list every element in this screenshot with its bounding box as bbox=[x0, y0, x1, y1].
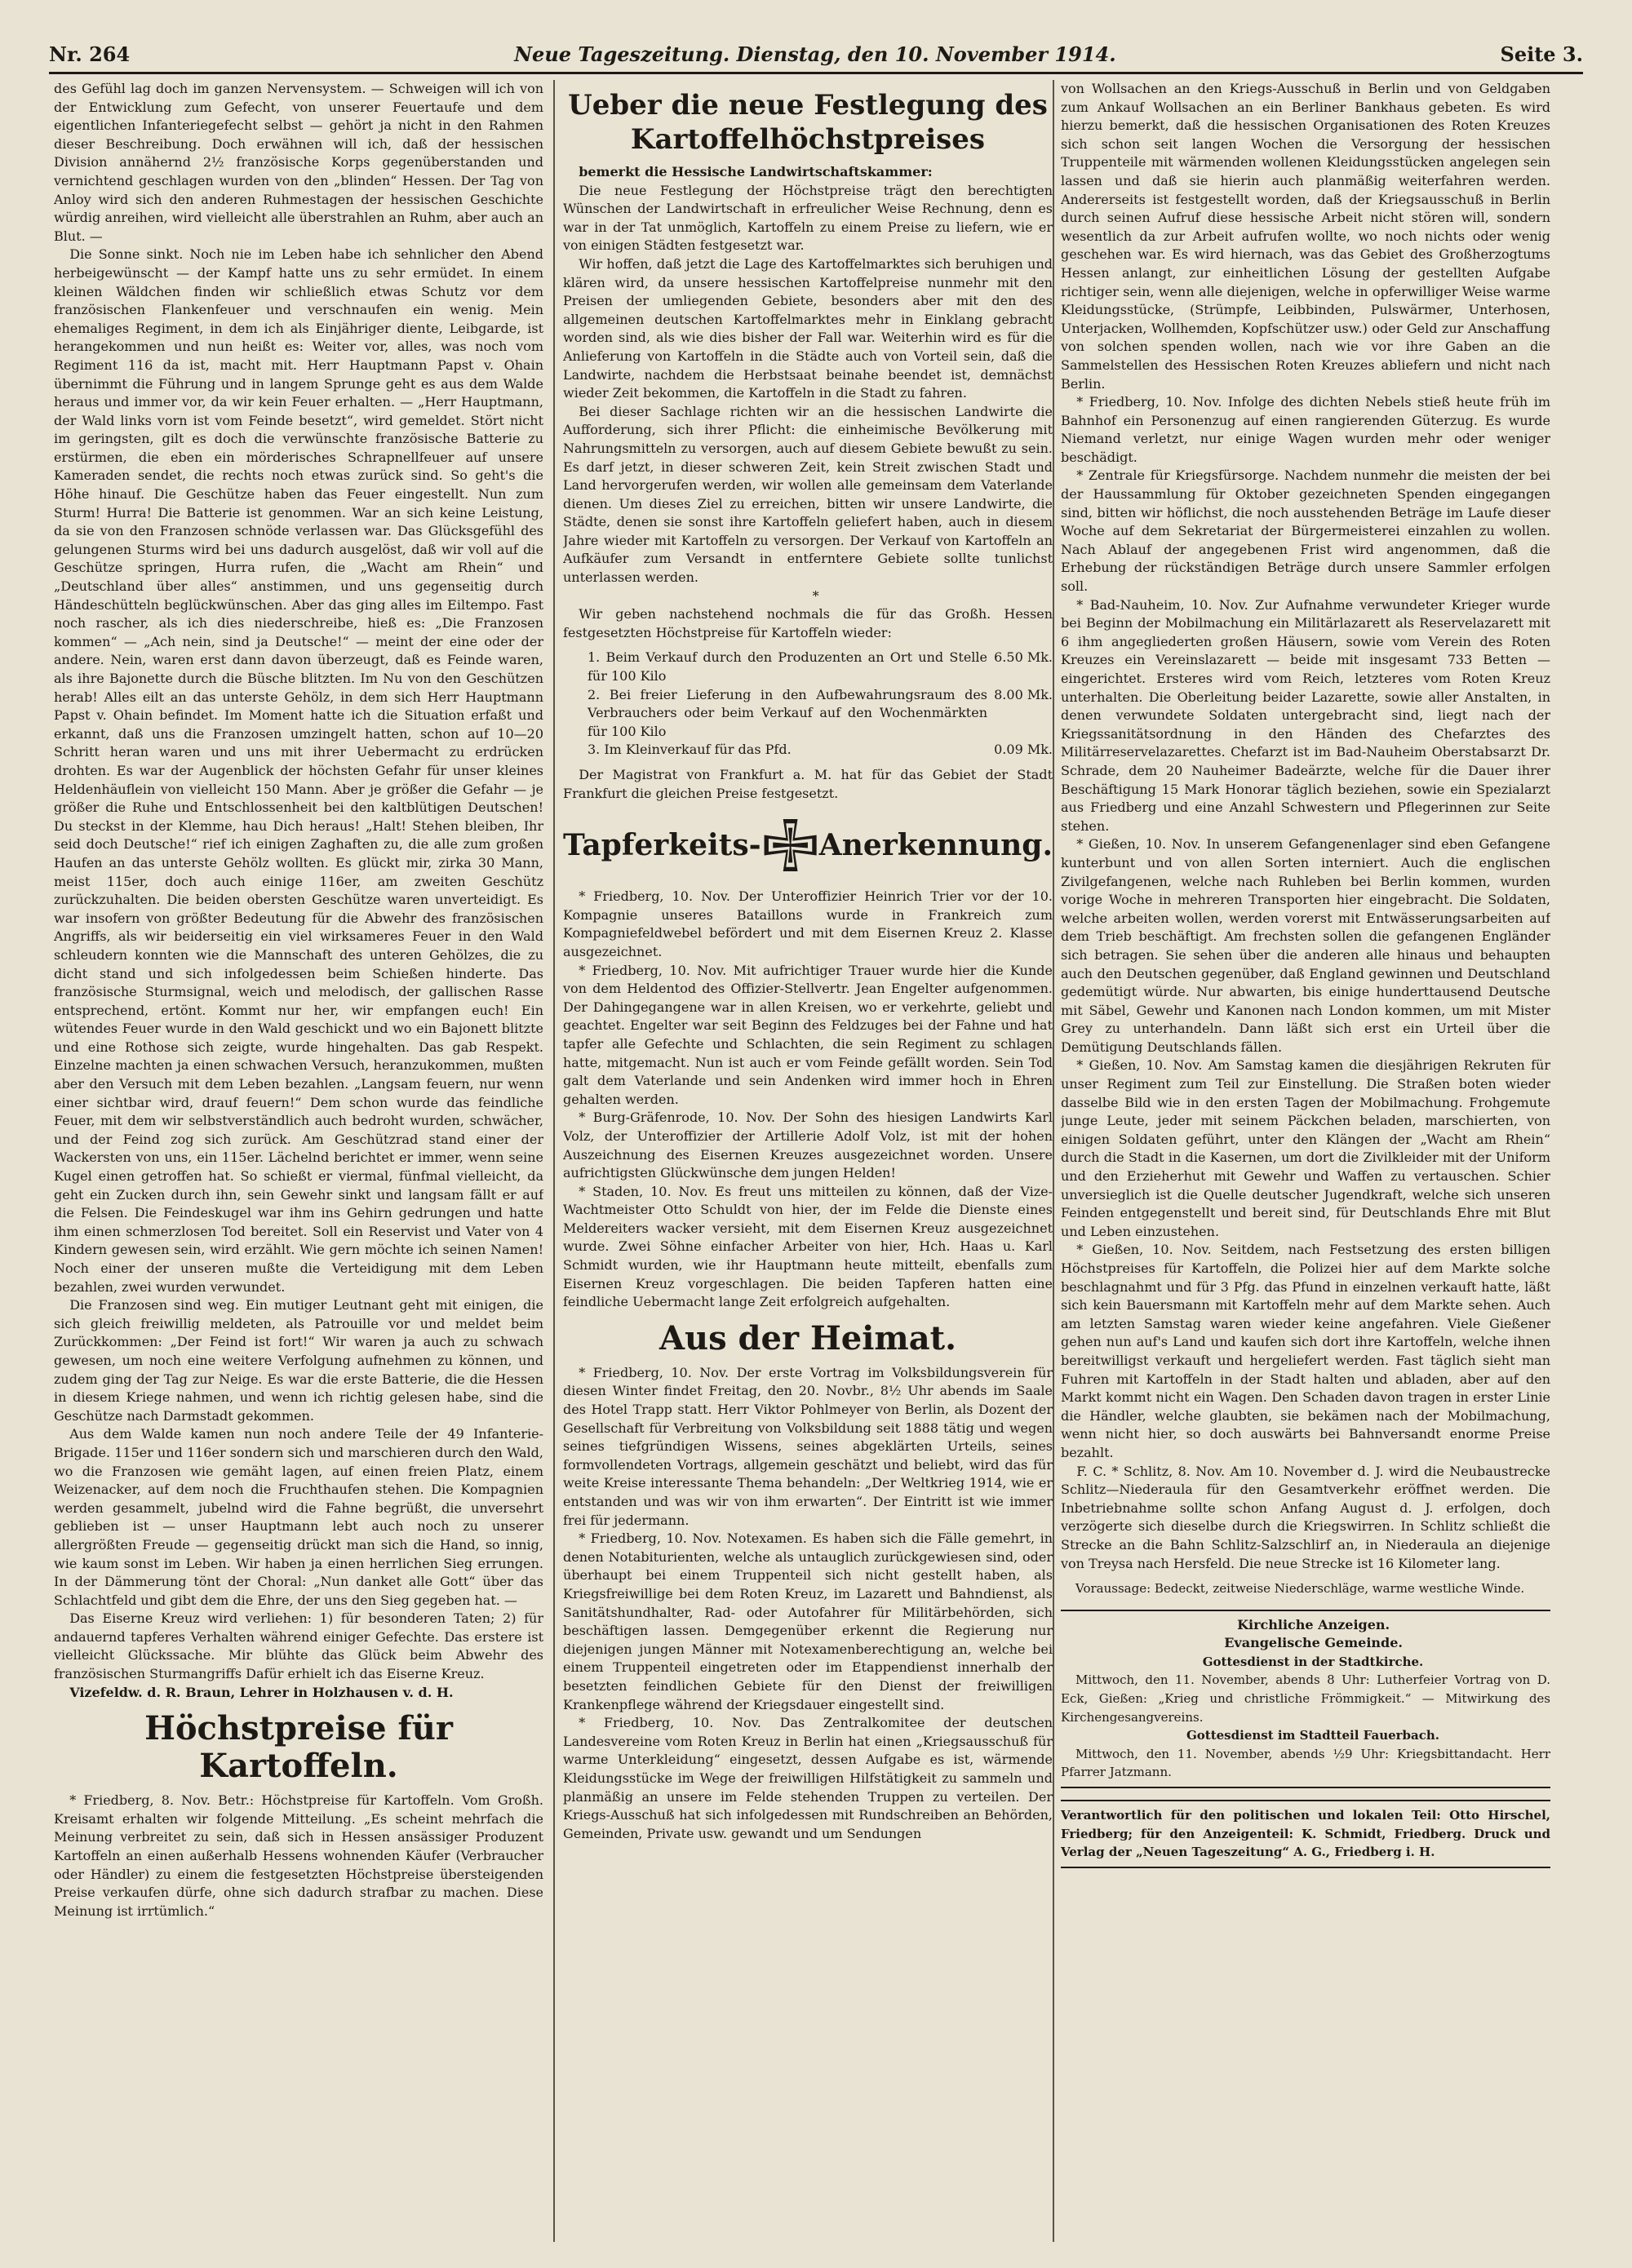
price-value: 0.09 Mk. bbox=[994, 742, 1053, 758]
article-paragraph: * Friedberg, 10. Nov. Mit aufrichtiger Trauer wurde hier die Kunde von dem Heldentod des Offizier-Stellvertr. Jean Engelter aufgenommen. Der Dahingegangene war in allen Kreisen, wo er verkehrte, geliebt und geachtet. Engelter war seit Beginn des Feldzuges bei der Fahne und hat tapfer alle Gefechte und Schlachten, die sein Regiment zu schlagen hatte, mitgemacht. Nun ist auch er vom Feinde gefällt worden. Sein Tod galt dem Vaterlande und sein Andenken wird immer hoch in Ehren gehalten werden. bbox=[563, 962, 1053, 1107]
service-title: Gottesdienst in der Stadtkirche. bbox=[1202, 1654, 1424, 1669]
article-paragraph: Die Franzosen sind weg. Ein mutiger Leutnant geht mit einigen, die sich gleich freiwillig meldeten, als Patrouille vor und meldet beim Zurückkommen: „Der Feind ist fort!“ Wir waren ja auch zu schwach gewesen, um noch eine weitere Verfolgung aufnehmen zu können, und zudem ging der Tag zur Neige. Es war die erste Batterie, die die Hessen in diesem Kriege nahmen, und wenn ich richtig gelesen habe, sind die Geschütze nach Darmstadt gekommen. bbox=[54, 1297, 543, 1424]
article-paragraph: Aus dem Walde kamen nun noch andere Teile der 49 Infanterie-Brigade. 115er und 116er sondern sich und marschieren durch den Wald, wo die Franzosen wie gemäht lagen, auf einen freien Platz, einem Weizenacker, auf dem noch die Fruchthaufen stehen. Die Kompagnien werden gesammelt, jubelnd wird die Fahne begrüßt, die unversehrt geblieben ist — unser Hauptmann lebt auch noch zu unserer allergrößten Freude — gegenseitig drückt man sich die Hand, so innig, wie kaum sonst im Leben. Wir haben ja einen herrlichen Sieg errungen. In der Dämmerung tönt der Choral: „Nun danket alle Gott“ über das Schlachtfeld und gibt dem die Ehre, der uns den Sieg gegeben hat. — bbox=[54, 1426, 543, 1608]
price-row bbox=[588, 741, 1053, 760]
price-notice: Wir geben nachstehend nochmals die für das Großh. Hessen festgesetzten Höchstpreise für Kartoffeln wieder: bbox=[563, 606, 1053, 640]
price-value: 8.00 Mk. bbox=[994, 686, 1053, 702]
column-2 bbox=[563, 80, 1053, 2242]
church-notices bbox=[1061, 1610, 1550, 1788]
column-3 bbox=[1061, 80, 1550, 2242]
headline-potato-prices: Höchstpreise für Kartoffeln. bbox=[144, 1709, 453, 1786]
bravery-headline-right: Anerkennung. bbox=[818, 827, 1053, 862]
service-text: Mittwoch, den 11. November, abends ½9 Uhr: Kriegsbittandacht. Herr Pfarrer Jatzmann. bbox=[1061, 1746, 1550, 1780]
church-subtitle: Evangelische Gemeinde. bbox=[1224, 1635, 1403, 1651]
article-paragraph: des Gefühl lag doch im ganzen Nervensystem. — Schweigen will ich von der Entwicklung zum Gefecht, von unserer Feuertaufe und dem eigentlichen Infanteriegefecht selbst — gehört ja nicht in den Rahmen dieser Beschreibung. Doch erwähnen will ich, daß der hessischen Division annähernd 2½ französische Korps gegenüberstanden und vernichtend geschlagen wurden von den „blinden“ Hessen. Der Tag von Anloy wird sich den anderen Ruhmestagen der hessischen Geschichte würdig anreihen, wird vielleicht alle überstrahlen an Ruhm, aber auch an Blut. — bbox=[54, 81, 543, 244]
article-paragraph: * Friedberg, 10. Nov. Das Zentralkomitee der deutschen Landesvereine vom Roten Kreuz in Berlin hat einen „Kriegsausschuß für warme Unterkleidung“ eingesetzt, dessen Aufgabe es ist, wärmende Kleidungsstücke im Wege der freiwilligen Hilfstätigkeit zu sammeln und planmäßig an unsere im Felde stehenden Truppen zu verteilen. Der Kriegs-Ausschuß hat sich infolgedessen mit Rundschreiben an Behörden, Gemeinden, Private usw. gewandt und um Sendungen bbox=[563, 1715, 1053, 1841]
price-label: 2. Bei freier Lieferung in den Aufbewahrungsraum des Verbrauchers oder beim Verkauf auf den Wochenmärkten für 100 Kilo bbox=[588, 686, 987, 739]
header-rule bbox=[49, 72, 1583, 74]
headline-home-news: Aus der Heimat. bbox=[659, 1318, 957, 1358]
imprint-box bbox=[1061, 1800, 1550, 1868]
iron-cross-icon bbox=[761, 813, 819, 878]
column-rule bbox=[1053, 80, 1054, 2242]
page-number: Seite 3. bbox=[1500, 42, 1583, 66]
column-rule bbox=[553, 80, 555, 2242]
article-paragraph: Das Eiserne Kreuz wird verliehen: 1) für besonderen Taten; 2) für andauernd tapferes Verhalten während einiger Gefechte. Das erstere ist vielleicht Glückssache. Mir blühte das Glück beim Abwehr des französischen Sturmangriffs Dafür erhielt ich das Eiserne Kreuz. bbox=[54, 1610, 543, 1682]
price-row bbox=[588, 649, 1053, 685]
price-list bbox=[588, 649, 1053, 760]
bravery-headline-left: Tapferkeits- bbox=[563, 827, 761, 862]
price-label: 1. Beim Verkauf durch den Produzenten an Ort und Stelle für 100 Kilo bbox=[588, 649, 987, 684]
article-paragraph: von Wollsachen an den Kriegs-Ausschuß in Berlin und von Geldgaben zum Ankauf Wollsachen an ein Berliner Bankhaus gebeten. Es wird hierzu bemerkt, daß die hessischen Organisationen des Roten Kreuzes sich schon seit langen Wochen die Versorgung der hessischen Truppenteile mit wärmenden wollenen Kleidungsstücken angelegen sein lassen und daß sie hierin auch planmäßig weiterfahren werden. Andererseits ist festgestellt worden, daß der Kriegsausschuß in Berlin durch seinen Aufruf diese hessische Arbeit nicht stören will, sondern wesentlich da zur Arbeit aufrufen wollte, wo noch nichts oder wenig geschehen war. Es wird hiernach, was das Gebiet des Großherzogtums Hessen anlangt, zur einheitlichen Lösung der gestellten Aufgabe richtiger sein, wenn alle diejenigen, welche in opferwilliger Weise warme Kleidungsstücke, (Strümpfe, Leibbinden, Pulswärmer, Unterhosen, Unterjacken, Wollhemden, Kopfschützer usw.) oder Geld zur Anschaffung von solchen spenden wollen, nach wie vor ihre Gaben an die Sammelstellen des Hessischen Roten Kreuzes abliefern und nicht nach Berlin. bbox=[1061, 81, 1550, 392]
article-paragraph: * Gießen, 10. Nov. Am Samstag kamen die diesjährigen Rekruten für unser Regiment zum Teil zur Einstellung. Die Straßen boten wieder dasselbe Bild wie in den ersten Tagen der Mobilmachung. Frohgemute junge Leute, jeder mit seinem Päckchen beladen, marschierten, von einigen Soldaten geführt, unter den Klängen der „Wacht am Rhein“ durch die Stadt in die Kasernen, um dort die Zivilkleider mit der Uniform und den Erzieherhut mit Gewehr und Waffen zu vertauschen. Schier unversieglich ist die Quelle deutscher Jugendkraft, welche sich unseren Feinden entgegenstellt und bereit sind, für Deutschlands Ehre mit Blut und Leben einzustehen. bbox=[1061, 1057, 1550, 1239]
church-title: Kirchliche Anzeigen. bbox=[1237, 1616, 1390, 1632]
price-row bbox=[588, 686, 1053, 742]
price-value: 6.50 Mk. bbox=[994, 649, 1053, 666]
article-paragraph: F. C. * Schlitz, 8. Nov. Am 10. November d. J. wird die Neubaustrecke Schlitz—Niederaula für den Gesamtverkehr eröffnet werden. Die Inbetriebnahme sollte schon Anfang August d. J. erfolgen, doch verzögerte sich dieselbe durch die Kriegswirren. In Schlitz schließt die Strecke an die Bahn Schlitz-Salzschlirf an, in Niederaula an diejenige von Treysa nach Hersfeld. Die neue Strecke ist 16 Kilometer lang. bbox=[1061, 1463, 1550, 1571]
article-paragraph: * Burg-Gräfenrode, 10. Nov. Der Sohn des hiesigen Landwirts Karl Volz, der Unteroffizier der Artillerie Adolf Volz, ist mit der hohen Auszeichnung des Eisernen Kreuzes ausgezeichnet worden. Unsere aufrichtigsten Glückwünsche dem jungen Helden! bbox=[563, 1110, 1053, 1181]
imprint-text: Verantwortlich für den politischen und lokalen Teil: Otto Hirschel, Friedberg; für den Anzeigenteil: K. Schmidt, Friedberg. Druck und Verlag der „Neuen Tageszeitung“ A. G., Friedberg i. H. bbox=[1061, 1808, 1550, 1860]
article-paragraph: * Friedberg, 10. Nov. Der erste Vortrag im Volksbildungsverein für diesen Winter findet Freitag, den 20. Novbr., 8½ Uhr abends im Saale des Hotel Trapp statt. Herr Viktor Pohlmeyer von Berlin, als Dozent der Gesellschaft für Verbreitung von Volksbildung seit 1888 tätig und wegen seines tiefgründigen Wissens, seines abgeklärten Urteils, seines formvollendeten Vortrags, allgemein geschätzt und beliebt, wird das für weite Kreise interessante Thema behandeln: „Der Weltkrieg 1914, wie er entstanden und was wir von ihm erwarten“. Der Eintritt ist wie immer frei für jedermann. bbox=[563, 1364, 1053, 1528]
service-title: Gottesdienst im Stadtteil Fauerbach. bbox=[1186, 1728, 1440, 1743]
article-paragraph: * Gießen, 10. Nov. In unserem Gefangenenlager sind eben Gefangene kunterbunt und von allen Sorten interniert. Auch die englischen Zivilgefangenen, welche nach Ruhleben bei Berlin kommen, wurden vorige Woche in mehreren Transporten hier eingebracht. Die Soldaten, welche arbeiten wollen, werden vorerst mit Entwässerungsarbeiten auf dem Trieb beschäftigt. Am frechsten sollen die gefangenen Engländer sich betragen. Sie sehen über die anderen alle hinaus und behaupten auch den Deutschen gegenüber, daß England gewinnen und Deutschland gedemütigt würde. Nur abwarten, bis einige hunderttausend Deutsche mit Säbel, Gewehr und Kanonen nach London kommen, um mit Mister Grey zu unterhandeln. Dann läßt sich erst ein Urteil über die Demütigung Deutschlands fällen. bbox=[1061, 836, 1550, 1055]
weather-forecast: Voraussage: Bedeckt, zeitweise Niederschläge, warme westliche Winde. bbox=[1075, 1581, 1525, 1597]
separator-star: * bbox=[812, 587, 819, 604]
masthead-title: Neue Tageszeitung. Dienstag, den 10. November 1914. bbox=[514, 42, 1116, 66]
article-paragraph: * Friedberg, 10. Nov. Notexamen. Es haben sich die Fälle gemehrt, in denen Notabiturienten, welche als untauglich zurückgewiesen sind, oder überhaupt bei einem Truppenteil sich nicht gestellt haben, als Kriegsfreiwillige bei dem Roten Kreuz, im Lazarett und Bahndienst, als Sanitätshundhalter, Rad- oder Autofahrer für Militärbehörden, sich beschäftigen lassen. Demgegenüber erkennt die Regierung nur diejenigen jungen Männer mit Notexamenberechtigung an, welche bei einem Truppenteil eingetreten oder im Etappendienst innerhalb der besetzten feindlichen Gebiete für den Dienst der freiwilligen Krankenpflege während der Kriegsdauer eingestellt sind. bbox=[563, 1530, 1053, 1712]
article-paragraph: Der Magistrat von Frankfurt a. M. hat für das Gebiet der Stadt Frankfurt die gleichen Preise festgesetzt. bbox=[563, 767, 1053, 801]
article-paragraph: * Bad-Nauheim, 10. Nov. Zur Aufnahme verwundeter Krieger wurde bei Beginn der Mobilmachung ein Militärlazarett als Reservelazarett mit 6 ihm angegliederten großen Häusern, sowie vom Verein des Roten Kreuzes ein Vereinslazarett — beide mit insgesamt 733 Betten — eingerichtet. Ersteres wird vom Reich, letzteres vom Roten Kreuz unterhalten. Die Oberleitung beider Lazarette, sowie aller Anstalten, in denen verwundete Soldaten untergebracht sind, liegt nach der Kriegssanitätsordnung in den Händen des Chefarztes des Militärreservelazarettes. Chefarzt ist im Bad-Nauheim Oberstabsarzt Dr. Schrade, dem 20 Nauheimer Badeärzte, welche für die Dauer ihrer Beschäftigung 15 Mark Honorar täglich beziehen, sowie ein Spezialarzt aus Friedberg und eine Anzahl Schwestern und Pflegerinnen zur Seite stehen. bbox=[1061, 596, 1550, 834]
article-paragraph: Bei dieser Sachlage richten wir an die hessischen Landwirte die Aufforderung, sich ihrer Pflicht: die einheimische Bevölkerung mit Nahrungsmitteln zu versorgen, auch auf diesem Gebiete bewußt zu sein. Es darf jetzt, in dieser schweren Zeit, kein Streit zwischen Stadt und Land hervorgerufen werden, wir wollen alle gemeinsam dem Vaterlande dienen. Um dieses Ziel zu erreichen, bitten wir unsere Landwirte, die Städte, denen sie sonst ihre Kartoffeln geliefert haben, auch in diesem Jahre wieder mit Kartoffeln zu versorgen. Der Verkauf von Kartoffeln an Aufkäufer zum Versandt in entferntere Gebiete sollte tunlichst unterlassen werden. bbox=[563, 403, 1053, 586]
article-paragraph: * Gießen, 10. Nov. Seitdem, nach Festsetzung des ersten billigen Höchstpreises für Kartoffeln, die Polizei hier auf dem Markte solche beschlagnahmt und für 3 Pfg. das Pfund in einzelnen verkauft hatte, läßt sich kein Bauersmann mit Kartoffeln mehr auf dem Markte sehen. Auch am letzten Samstag waren wieder keine angefahren. Viele Gießener gehen nun auf's Land und kaufen sich dort ihre Kartoffeln, welche ihnen bereitwilligst verkauft und hergeliefert werden. Fast täglich sieht man Fuhren mit Kartoffeln in der Stadt halten und abladen, aber auf den Markt kommt nicht ein Wagen. Den Schaden davon tragen in erster Linie die Händler, welche glaubten, sie bekämen nach der Mobilmachung, wenn nicht hier, so doch auswärts bei Bahnversandt enorme Preise bezahlt. bbox=[1061, 1242, 1550, 1460]
article-signature: Vizefeldw. d. R. Braun, Lehrer in Holzhausen v. d. H. bbox=[69, 1684, 454, 1700]
service-text: Mittwoch, den 11. November, abends 8 Uhr: Lutherfeier Vortrag von D. Eck, Gießen: „Krieg und christliche Frömmigkeit.“ — Mitwirkung des Kirchengesangvereins. bbox=[1061, 1672, 1550, 1725]
price-label: 3. Im Kleinverkauf für das Pfd. bbox=[588, 742, 792, 758]
page-header bbox=[49, 42, 1583, 70]
article-paragraph: * Friedberg, 10. Nov. Infolge des dichten Nebels stieß heute früh im Bahnhof ein Personenzug auf einen rangierenden Güterzug. Es wurde Niemand verletzt, nur einige Wagen wurden mehr oder weniger beschädigt. bbox=[1061, 394, 1550, 465]
article-paragraph: * Friedberg, 10. Nov. Der Unteroffizier Heinrich Trier vor der 10. Kompagnie unseres Bataillons wurde in Frankreich zum Kompagniefeldwebel befördert und mit dem Eisernen Kreuz 2. Klasse ausgezeichnet. bbox=[563, 888, 1053, 959]
article-paragraph: * Friedberg, 8. Nov. Betr.: Höchstpreise für Kartoffeln. Vom Großh. Kreisamt erhalten wir folgende Mitteilung. „Es scheint mehrfach die Meinung verbreitet zu sein, daß sich in Hessen ansässiger Produzent Kartoffeln an einen außerhalb Hessens wohnenden Käufer (Verbraucher oder Händler) zu einem die festgesetzten Höchstpreise übersteigenden Preise verkaufen dürfe, ohne sich dadurch strafbar zu machen. Diese Meinung ist irrtümlich.“ bbox=[54, 1792, 543, 1919]
article-paragraph: Wir hoffen, daß jetzt die Lage des Kartoffelmarktes sich beruhigen und klären wird, da unsere hessischen Kartoffelpreise nunmehr mit den Preisen der umliegenden Gebiete, besonders aber mit den des allgemeinen deutschen Kartoffelmarktes mehr in Einklang gebracht worden sind, als wie dies bisher der Fall war. Weiterhin wird es für die Anlieferung von Kartoffeln in die Städte auch von Vorteil sein, daß die Landwirte, nachdem die Herbstsaat beinahe beendet ist, demnächst wieder Zeit bekommen, die Kartoffeln in die Stadt zu fahren. bbox=[563, 255, 1053, 401]
article-paragraph: * Staden, 10. Nov. Es freut uns mitteilen zu können, daß der Vize-Wachtmeister Otto Schuldt von hier, der im Felde die Dienste eines Meldereiters wacker versieht, mit dem Eisernen Kreuz ausgezeichnet wurde. Zwei Söhne einfacher Arbeiter von hier, Hch. Haas u. Karl Schmidt wurden, wie ihr Hauptmann heute mitteilt, ebenfalls zum Eisernen Kreuz vorgeschlagen. Die beiden Tapferen hatten eine feindliche Uebermacht lange Zeit erfolgreich aufgehalten. bbox=[563, 1183, 1053, 1310]
bravery-headline bbox=[563, 813, 1053, 878]
article-paragraph: Die neue Festlegung der Höchstpreise trägt den berechtigten Wünschen der Landwirtschaft in erfreulicher Weise Rechnung, denn es war in der Tat unmöglich, Kartoffeln zu einem Preise zu liefern, wie er von einigen Städten festgesetzt war. bbox=[563, 182, 1053, 254]
column-1 bbox=[54, 80, 543, 2242]
headline-potato-regulation: Ueber die neue Festlegung des Kartoffelhöchstpreises bbox=[568, 89, 1048, 156]
issue-number: Nr. 264 bbox=[49, 42, 131, 66]
article-paragraph: Die Sonne sinkt. Noch nie im Leben habe ich sehnlicher den Abend herbeigewünscht — der Kampf hatte uns zu sehr ermüdet. In einem kleinen Wäldchen finden wir schließlich etwas Schutz vor dem französischen Flankenfeuer und verschnaufen ein wenig. Mein ehemaliges Regiment, in dem ich als Einjähriger diente, Leibgarde, ist herangekommen und nun heißt es: Weiter vor, alles, was noch vom Regiment 116 da ist, macht mit. Herr Hauptmann Papst v. Ohain übernimmt die Führung und in langem Sprunge geht es aus dem Walde heraus und immer vor, da wir kein Feuer erhalten. — „Herr Hauptmann, der Wald links vorn ist vom Feinde besetzt“, wird gemeldet. Stört nicht im geringsten, gilt es doch die verwünschte französische Batterie zu erstürmen, die eben ein mörderisches Schrapnellfeuer auf unsere Kameraden sendet, die rechts noch etwas zurück sind. So geht's die Höhe hinauf. Die Geschütze haben das Feuer eingestellt. Nun zum Sturm! Hurra! Die Batterie ist genommen. War an sich keine Leistung, da sie von den Franzosen schnöde verlassen war. Das Glücksgefühl des gelungenen Sturms wird bei uns dadurch ausgelöst, daß wir voll auf die Geschütze springen, Hurra rufen, die „Wacht am Rhein“ und „Deutschland über alles“ anstimmen, und uns gegenseitig durch Händeschütteln beglückwünschen. Aber das ging alles im Eiltempo. Fast noch rascher, als ich dies niederschreibe, hieß es: „Die Franzosen kommen“ — „Ach nein, sind ja Deutsche!“ — meint der eine oder der andere. Nein, waren erst dann davon überzeugt, daß es Feinde waren, als ihre Bajonette durch die Büsche blitzten. Im Nu von den Geschützen herab! Alles eilt an das unterste Gehölz, in dem sich Herr Hauptmann Papst v. Ohain befindet. Im Moment hatte ich die Situation erfaßt und erkannt, daß uns die Franzosen umzingelt hatten, schon auf 10—20 Schritt heran waren und uns mit ihrer Uebermacht zu erdrücken drohten. Es war der Augenblick der höchsten Gefahr für unser kleines Heldenhäuflein von vielleicht 150 Mann. Aber je größer die Gefahr — je größer die Ruhe und Entschlossenheit bei den kaltblütigen Deutschen! Du steckst in der Klemme, hau Dich heraus! „Halt! Stehen bleiben, Ihr seid doch Deutsche!“ rief ich einigen Zaghaften zu, die alle zum großen Haufen an das unterste Gehölz wollten. Es glückt mir, zirka 30 Mann, meist 115er, doch auch einige 116er, am zweiten Geschütz zurückzuhalten. Die beiden obersten Geschütze waren unverteidigt. Es war insofern von größter Bedeutung für die Abwehr des französischen Angriffs, als wir beiderseitig ein viel wirksameres Feuer in den Wald schleudern konnten wie die Mannschaft des unteren Gehölzes, die zu dicht stand und sich infolgedessen beim Schießen hinderte. Das französische Sturmsignal, weich und melodisch, der gallischen Rasse entsprechend, ertönt. Kommt nur her, wir empfangen euch! Ein wütendes Feuer wurde in den Wald geschickt und wo ein Bajonett blitzte und eine Rothose sich zeigte, wurde hingehalten. Das gab Respekt. Einzelne machten ja einen schwachen Versuch, heranzukommen, mußten aber den Versuch mit dem Leben bezahlen. „Langsam feuern, nur wenn einer sichtbar wird, drauf feuern!“ Dem schon wurde das feindliche Feuer, mit dem wir selbstverständlich auch bedroht wurden, schwächer, und der Feind zog sich zurück. Am Geschützrad stand einer der Wackersten von uns, ein 115er. Lächelnd berichtet er immer, wenn seine Kugel einen getroffen hat. So schießt er viermal, fünfmal vielleicht, da geht ein Zucken durch ihn, sein Gewehr sinkt und langsam fällt er auf die Felsen. Die Feindeskugel war ihm ins Gehirn gedrungen und hatte ihm einen schmerzlosen Tod bereitet. Soll ein Reservist und Vater von 4 Kindern gewesen sein, wird erzählt. Wie gern möchte ich seinen Namen! Noch einer der unseren mußte die Verteidigung mit dem Leben bezahlen, zwei wurden verwundet. bbox=[54, 246, 543, 1295]
article-paragraph: * Zentrale für Kriegsfürsorge. Nachdem nunmehr die meisten der bei der Haussammlung für Oktober gezeichneten Spenden eingegangen sind, bitten wir höflichst, die noch ausstehenden Beträge im Laufe dieser Woche auf dem Sekretariat der Bürgermeisterei einzahlen zu wollen. Nach Ablauf der angegebenen Frist wird angenommen, daß die Erhebung der rückständigen Beträge durch unsere Sammler erfolgen soll. bbox=[1061, 467, 1550, 595]
article-intro: bemerkt die Hessische Landwirtschaftskammer: bbox=[579, 164, 933, 179]
